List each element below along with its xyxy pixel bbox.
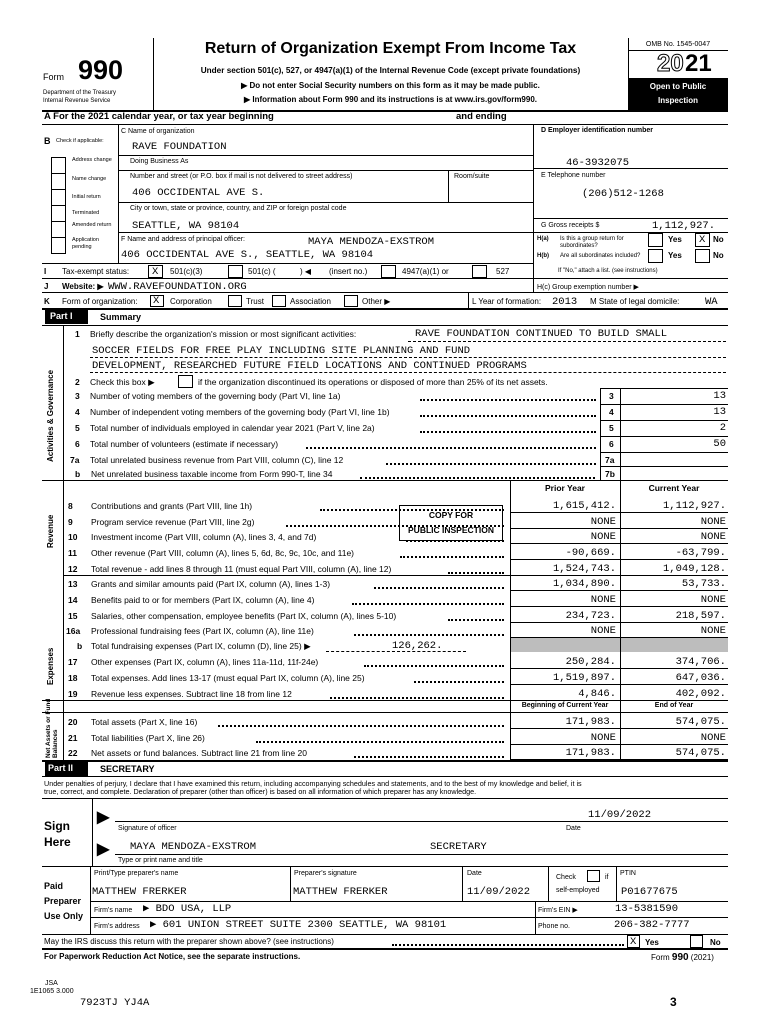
form-label: Form [43,72,64,82]
page-number: 3 [670,995,677,1009]
prior-value-18[interactable]: 1,519,897. [552,672,616,684]
prior-value-16a[interactable]: NONE [590,625,616,637]
terminated-label: Terminated [72,210,100,216]
line-num-8: 8 [68,501,73,511]
prior-value-21[interactable]: NONE [590,732,616,744]
line-text-22: Net assets or fund balances. Subtract line 21 from line 20 [91,748,307,758]
name-change-checkbox[interactable] [51,173,66,190]
part-2-tag: Part II [45,762,88,776]
prior-value-10[interactable]: NONE [590,531,616,543]
line-text-13: Grants and similar amounts paid (Part IX, column (A), lines 1-3) [91,579,331,589]
principal-officer-name[interactable]: MAYA MENDOZA-EXSTROM [308,236,435,248]
corporation-checkbox[interactable]: X [150,295,164,307]
line-text-21: Total liabilities (Part X, line 26) [91,733,205,743]
line-text-10: Investment income (Part VIII, column (A), lines 3, 4, and 7d) [91,532,317,542]
address-change-checkbox[interactable] [51,157,66,174]
gov-value[interactable]: 13 [713,390,726,402]
omb-number: OMB No. 1545-0047 [645,41,711,48]
officer-title[interactable]: SECRETARY [430,841,487,853]
prior-value-15[interactable]: 234,723. [565,610,616,622]
name-change-label: Name change [72,176,107,182]
line-num-19: 19 [68,689,78,699]
terminated-checkbox[interactable] [51,205,66,222]
signature-date[interactable]: 11/09/2022 [588,809,652,821]
527-checkbox[interactable] [472,265,487,278]
4947-checkbox[interactable] [381,265,396,278]
initial-return-checkbox[interactable] [51,189,66,206]
current-value-21[interactable]: NONE [700,732,726,744]
current-value-16a[interactable]: NONE [700,625,726,637]
tax-year-outline: 20 [657,50,684,77]
gov-line-text: Total number of individuals employed in calendar year 2021 (Part V, line 2a) [90,423,375,433]
amended-return-label: Amended return [72,222,112,228]
preparer-date[interactable]: 11/09/2022 [467,886,531,898]
preparer-name[interactable]: MATTHEW FRERKER [92,886,187,898]
discuss-no-checkbox[interactable] [690,935,703,948]
prior-value-22[interactable]: 171,983. [565,747,616,759]
line-num-9: 9 [68,517,73,527]
gov-box-label: 4 [609,407,614,417]
amended-return-checkbox[interactable] [51,221,66,238]
principal-officer-address[interactable]: 406 OCCIDENTAL AVE S., SEATTLE, WA 98104 [121,249,374,261]
form-number: 990 [78,55,124,85]
part-2-title: SECRETARY [100,764,155,774]
firm-phone[interactable]: 206-382-7777 [614,919,690,931]
line-16b-shaded [510,637,728,652]
sign-arrow-icon: ▶ [97,809,110,826]
line-num-21: 21 [68,733,78,743]
line-text-14: Benefits paid to or for members (Part IX, column (A), line 4) [91,595,315,605]
501c3-checkbox[interactable]: X [148,265,163,278]
association-checkbox[interactable] [272,295,286,307]
org-city[interactable]: SEATTLE, WA 98104 [132,220,240,232]
and-ending-label: and ending [456,111,507,122]
current-value-22[interactable]: 574,075. [675,747,726,759]
form-990-page: Form 990 Department of the Treasury Internal Revenue Service Return of Organization Exempt From Income Tax Under section 501(c), 527, or 4947(a)(1) of the Internal Revenue Code (except private foundations) ▶ Do not enter Social Security numbers on this form as it may be made public. ▶ Information about Form 990 and its instructions is at www.irs.gov/form990. OMB No. 1545-0047 20 21 Open to Public Inspection A For the 2021 calendar year, or tax year beginning and ending B Check if applicable: Address change Name change Initial return Terminated Amended return Application pending C Name of organization RAVE FOUNDATION Doing Business As Number and street (or P.O. box if mail is not delivered to street address) Room/suite 406 OCCIDENTAL AVE S. City or town, state or province, country, and ZIP or foreign postal code SEATTLE, WA 98104 D Employer identification number 46-3932075 E Telephone number (206)512-1268 G Gross receipts $ 1,112,927. F Name and address of principal officer: MAYA MENDOZA-EXSTROM 406 OCCIDENTAL AVE S., SEATTLE, WA 98104 H(a) Is this a group return for subordinates? Yes X No H(b) Are all subordinates included? Yes No If "No," attach a list. (see instructions) I Tax-exempt status: X 501(c)(3) 501(c) ( ) ◀ (insert no.) 4947(a)(1) or 527 J Website: ▶ WWW.RAVEFOUNDATION.ORG H(c) Group exemption number ▶ K Form of organization: X Corporation Trust Association Other ▶ L Year of formation: 2013 M State of legal domicile: WA Part I Summary Activities & Governance Revenue Expenses Net Assets or Fund Balances 1 Briefly describe the organization's mission or most significant activities: RAVE FOUNDATION CONTINUED TO BUILD SMALL SOCCER FIELDS FOR FREE PLAY INCLUDING SITE PLANNING AND FUND DEVELOPMENT, RESEARCHED FUTURE FIELD LOCATIONS AND CONTINUED PROGRAMS 2 Check this box ▶ if the organization discontinued its operations or disposed of more than 25% of its net assets. Prior Year Current Year COPY FOR PUBLIC INSPECTION b Total fundraising expenses (Part IX, column (D), line 25) ▶ 126,262. Beginning of Current Year End of Year Part II SECRETARY Under penalties of perjury, I declare that I have examined this return, including accompanying schedules and statements, and to the best of my knowledge and belief, it is true, correct, and complete. Declaration of preparer (other than officer) is based on all information of which preparer has any knowledge. Sign Here ▶ ▶ 11/09/2022 Signature of officer Date MAYA MENDOZA-EXSTROM SECRETARY Type or print name and title Paid Preparer Use Only Print/Type preparer's name Preparer's signature Date Check if self-employed PTIN MATTHEW FRERKER MATTHEW FRERKER 11/09/2022 P01677675 Firm's name ▶ BDO USA, LLP Firm's EIN ▶ 13-5381590 Firm's address ▶ 601 UNION STREET SUITE 2300 SEATTLE, WA 98101 Phone no. 206-382-7777 May the IRS discuss this return with the preparer shown above? (see instructions) X Yes No For Paperwork Reduction Act Notice, see the separate instructions. Form 990 (2021) JSA 1E1065 3.000 7923TJ YJ4A 3 3 Number of voting members of the governing body (Part VI, line 1a) 3 13 4 Number of independent voting members of the governing body (Part VI, line 1b) 4 13 5 Total number of individuals employed in calendar year 2021 (Part V, line 2a) 5 2 6 Total number of volunteers (estimate if necessary) 6 50 7a Total unrelated business revenue from Part VIII, column (C), line 12 7a b Net unrelated business taxable income from Form 990-T, line 34 7b 8 Contributions and grants (Part VIII, line 1h) 1,615,412. 1,112,927. 9 Program service revenue (Part VIII, line 2g) NONE NONE 10 Investment income (Part VIII, column (A), lines 3, 4, and 7d) NONE NONE 11 Other revenue (Part VIII, column (A), lines 5, 6d, 8c, 9c, 10c, and 11e) -90,669. -63,799. 12 Total revenue - add lines 8 through 11 (must equal Part VIII, column (A), line 12) 1,524,743. 1,049,128. 13 Grants and similar amounts paid (Part IX, column (A), lines 1-3) 1,034,890. 53,733. 14 Benefits paid to or for members (Part IX, column (A), line 4) NONE NONE 15 Salaries, other compensation, employee benefits (Part IX, column (A), lines 5-10) 234,723. 218,597. 16a Professional fundraising fees (Part IX, column (A), line 11e) NONE NONE 17 Other expenses (Part IX, column (A), lines 11a-11d, 11f-24e) 250,284. 374,706. 18 Total expenses. Add lines 13-17 (must equal Part IX, column (A), line 25) 1,519,897. 647,036. 19 Revenue less expenses. Subtract line 18 from line 12 4,846. 402,092. 20 Total assets (Part X, line 16) 171,983. 574,075. 21 Total liabilities (Part X, line 26) NONE NONE 22 Net assets or fund balances. Subtract line 21 from line 20 171,983. 574,075. [30,40,726,1009]
gov-box-label: 7a [605,455,615,465]
dept-treasury: Department of the Treasury [43,90,117,96]
address-change-label: Address change [72,157,112,163]
gov-value[interactable]: 2 [719,422,726,434]
line-num-11: 11 [68,548,77,558]
gov-line-text: Number of independent voting members of the governing body (Part VI, line 1b) [90,407,390,417]
form-subtitle-3: ▶ Information about Form 990 and its instructions is at www.irs.gov/form990. [243,95,537,104]
mission-line-2[interactable]: SOCCER FIELDS FOR FREE PLAY INCLUDING SITE PLANNING AND FUND [92,345,471,357]
website-value[interactable]: WWW.RAVEFOUNDATION.ORG [108,281,247,293]
sign-arrow-icon-2: ▶ [97,841,110,858]
form-subtitle-1: Under section 501(c), 527, or 4947(a)(1) of the Internal Revenue Code (except private foundations) [200,66,581,75]
org-name-label: C Name of organization [121,128,195,135]
gov-line-num: b [75,469,81,479]
gov-box-label: 3 [609,391,614,401]
gross-receipts-label: G Gross receipts $ [541,222,600,229]
current-value-17[interactable]: 374,706. [675,656,726,668]
prior-value-9[interactable]: NONE [590,516,616,528]
line-num-18: 18 [68,673,78,683]
trust-checkbox[interactable] [228,295,242,307]
part-1-tag: Part I [45,310,88,324]
current-value-8[interactable]: 1,112,927. [662,500,726,512]
street-label: Number and street (or P.O. box if mail is not delivered to street address) [130,173,353,180]
org-name[interactable]: RAVE FOUNDATION [132,141,227,153]
current-value-12[interactable]: 1,049,128. [662,563,726,575]
gov-line-num: 7a [70,455,80,465]
side-net-assets: Net Assets or Fund Balances [45,698,60,758]
gov-line-text: Number of voting members of the governing body (Part VI, line 1a) [90,391,341,401]
initial-return-label: Initial return [72,194,101,200]
line-text-15: Salaries, other compensation, employee benefits (Part IX, column (A), lines 5-10) [91,611,397,621]
mission-line-1[interactable]: RAVE FOUNDATION CONTINUED TO BUILD SMALL [415,328,668,340]
principal-officer-label: F Name and address of principal officer: [121,236,245,243]
gross-receipts-value[interactable]: 1,112,927. [652,220,716,232]
line-text-20: Total assets (Part X, line 16) [91,717,198,727]
gov-value[interactable]: 50 [713,438,726,450]
gov-line-num: 3 [75,391,80,401]
line-text-18: Total expenses. Add lines 13-17 (must equal Part IX, column (A), line 25) [91,673,365,683]
discuss-yes-checkbox[interactable]: X [627,935,640,948]
prior-value-14[interactable]: NONE [590,594,616,606]
room-suite-label: Room/suite [454,173,490,180]
hb-no-checkbox[interactable] [695,249,710,263]
line-text-17: Other expenses (Part IX, column (A), lines 11a-11d, 11f-24e) [91,657,319,667]
check-if-applicable: Check if applicable: [56,138,104,144]
copy-for-public-inspection-stamp: COPY FOR PUBLIC INSPECTION [399,505,503,541]
preparer-ptin[interactable]: P01677675 [621,886,678,898]
page-id: 7923TJ YJ4A [80,997,150,1009]
gov-line-num: 5 [75,423,80,433]
ha-no-checkbox[interactable]: X [695,233,710,247]
firm-name[interactable]: ▶ BDO USA, LLP [143,903,232,915]
current-value-10[interactable]: NONE [700,531,726,543]
hb-yes-checkbox[interactable] [648,249,663,263]
tax-year-bold: 21 [685,50,712,77]
discontinued-checkbox[interactable] [178,375,193,388]
prior-value-11[interactable]: -90,669. [565,547,616,559]
line-text-9: Program service revenue (Part VIII, line 2g) [91,517,255,527]
form-title: Return of Organization Exempt From Income Tax [204,40,577,57]
current-value-11[interactable]: -63,799. [675,547,726,559]
form-subtitle-2: ▶ Do not enter Social Security numbers on this form as it may be made public. [241,81,540,90]
side-revenue: Revenue [46,514,55,548]
ein-label: D Employer identification number [541,127,654,134]
city-label: City or town, state or province, country, and ZIP or foreign postal code [130,205,347,212]
application-pending-label: Application pending [72,237,99,250]
line-num-12: 12 [68,564,78,574]
open-to-public-box: Open to Public Inspection [628,78,728,111]
line-num-10: 10 [68,532,78,542]
gov-box-label: 6 [609,439,614,449]
ha-yes-checkbox[interactable] [648,233,663,247]
line-text-11: Other revenue (Part VIII, column (A), lines 5, 6d, 8c, 9c, 10c, and 11e) [91,548,354,558]
org-ein[interactable]: 46-3932075 [566,157,630,169]
prior-value-13[interactable]: 1,034,890. [552,578,616,590]
other-org-checkbox[interactable] [344,295,358,307]
prior-value-12[interactable]: 1,524,743. [552,563,616,575]
firm-ein[interactable]: 13-5381590 [615,903,679,915]
state-domicile[interactable]: WA [705,296,718,308]
side-expenses: Expenses [46,647,55,685]
line-text-12: Total revenue - add lines 8 through 11 (must equal Part VIII, column (A), line 12) [91,564,392,574]
phone-label: E Telephone number [541,172,606,179]
dba-label: Doing Business As [130,158,189,165]
line-text-8: Contributions and grants (Part VIII, line 1h) [91,501,253,511]
officer-name[interactable]: MAYA MENDOZA-EXSTROM [130,841,257,853]
section-b-label: B [44,136,51,146]
current-value-14[interactable]: NONE [700,594,726,606]
current-value-18[interactable]: 647,036. [675,672,726,684]
side-activities-governance: Activities & Governance [46,369,55,462]
mission-line-3[interactable]: DEVELOPMENT, RESEARCHED FUTURE FIELD LOCATIONS AND CONTINUED PROGRAMS [92,360,527,372]
application-pending-checkbox[interactable] [51,237,66,254]
prior-value-8[interactable]: 1,615,412. [552,500,616,512]
line-num-17: 17 [68,657,78,667]
gov-value[interactable]: 13 [713,406,726,418]
current-value-19[interactable]: 402,092. [675,688,726,700]
gov-box-label: 7b [605,469,615,479]
preparer-signature[interactable]: MATTHEW FRERKER [293,886,388,898]
org-street[interactable]: 406 OCCIDENTAL AVE S. [132,187,265,199]
firm-address[interactable]: ▶ 601 UNION STREET SUITE 2300 SEATTLE, WA 98101 [150,919,447,931]
current-value-13[interactable]: 53,733. [681,578,726,590]
line-num-13: 13 [68,579,78,589]
line-text-16a: Professional fundraising fees (Part IX, column (A), line 11e) [91,626,314,636]
total-fundraising-value[interactable]: 126,262. [392,640,443,652]
line-num-15: 15 [68,611,78,621]
part-1-title: Summary [100,312,142,322]
gov-line-text: Total unrelated business revenue from Part VIII, column (C), line 12 [90,455,344,465]
prior-value-20[interactable]: 171,983. [565,716,616,728]
prior-value-19[interactable]: 4,846. [578,688,616,700]
line-num-16a: 16a [66,626,81,636]
line-num-14: 14 [68,595,78,605]
line-a-label: A For the 2021 calendar year, or tax year beginning [44,111,274,122]
line-text-19: Revenue less expenses. Subtract line 18 from line 12 [91,689,292,699]
gov-line-text: Net unrelated business taxable income from Form 990-T, line 34 [91,469,333,479]
gov-line-text: Total number of volunteers (estimate if necessary) [90,439,279,449]
501c-other-checkbox[interactable] [228,265,243,278]
line-num-22: 22 [68,748,78,758]
current-value-9[interactable]: NONE [700,516,726,528]
prior-value-17[interactable]: 250,284. [565,656,616,668]
year-of-formation[interactable]: 2013 [552,296,578,308]
self-employed-checkbox[interactable] [587,870,600,882]
irs-label: Internal Revenue Service [43,98,111,104]
gov-line-num: 6 [75,439,80,449]
line-num-20: 20 [68,717,78,727]
current-value-20[interactable]: 574,075. [675,716,726,728]
current-value-15[interactable]: 218,597. [675,610,726,622]
gov-box-label: 5 [609,423,614,433]
gov-line-num: 4 [75,407,80,417]
org-phone[interactable]: (206)512-1268 [582,188,664,200]
